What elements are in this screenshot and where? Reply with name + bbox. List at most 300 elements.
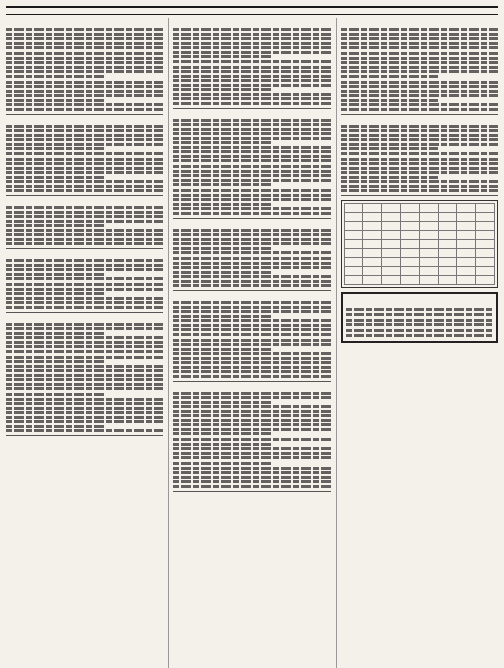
text-line-graphic [341, 61, 498, 64]
article-divider [173, 108, 330, 109]
text-line-graphic [173, 46, 330, 49]
text-line-graphic [6, 233, 163, 236]
article-paragraph [173, 28, 330, 63]
table-cell [344, 249, 363, 258]
article-paragraph [173, 119, 330, 163]
text-line-graphic [173, 88, 271, 91]
table-cell [382, 240, 401, 249]
table-cell [476, 267, 495, 276]
text-line-graphic [6, 28, 163, 31]
article-columns [6, 18, 498, 668]
article-paragraph [6, 356, 163, 391]
text-line-graphic [341, 52, 498, 55]
text-line-graphic [6, 425, 104, 428]
text-line-graphic [173, 28, 330, 31]
text-line-graphic [173, 452, 330, 455]
text-line-graphic [341, 171, 498, 174]
text-line-graphic [6, 189, 163, 192]
table-cell [363, 240, 382, 249]
table-row [344, 276, 494, 285]
text-line-graphic [173, 60, 330, 63]
article-paragraph [173, 438, 330, 459]
text-line-graphic [341, 85, 498, 88]
text-line-graphic [341, 70, 498, 73]
text-line-graphic [173, 207, 330, 210]
text-line-graphic [173, 97, 330, 100]
text-line-graphic [6, 259, 163, 262]
market-price-table [341, 200, 498, 288]
table-cell [476, 222, 495, 231]
text-line-graphic [173, 150, 330, 153]
text-line-graphic [6, 323, 163, 326]
table-cell [457, 222, 476, 231]
text-line-graphic [6, 292, 104, 295]
table-cell [457, 231, 476, 240]
table-cell [382, 276, 401, 285]
text-line-graphic [173, 132, 330, 135]
text-line-graphic [346, 334, 493, 337]
article-paragraph [6, 259, 163, 280]
text-line-graphic [173, 251, 330, 254]
table-cell [382, 267, 401, 276]
text-line-graphic [6, 297, 163, 300]
table-cell [419, 231, 438, 240]
article-heading [173, 223, 330, 227]
table-cell [476, 258, 495, 267]
text-line-graphic [173, 447, 330, 450]
text-line-graphic [6, 171, 163, 174]
article-paragraph [173, 462, 330, 488]
text-line-graphic [173, 333, 330, 336]
table-cell [344, 204, 363, 213]
text-line-graphic [173, 375, 330, 378]
article-divider [6, 248, 163, 249]
article-heading [6, 317, 163, 321]
text-line-graphic [6, 345, 163, 348]
table-cell [401, 276, 420, 285]
table-cell [419, 240, 438, 249]
text-line-graphic [6, 306, 163, 309]
text-line-graphic [341, 125, 498, 128]
text-line-graphic [173, 155, 330, 158]
table-cell [401, 240, 420, 249]
text-line-graphic [6, 85, 163, 88]
text-line-graphic [173, 203, 271, 206]
text-line-graphic [173, 198, 330, 201]
article-paragraph [6, 283, 163, 309]
text-line-graphic [173, 33, 330, 36]
text-line-graphic [6, 220, 163, 223]
text-line-graphic [6, 61, 163, 64]
text-line-graphic [173, 70, 330, 73]
table-cell [438, 204, 457, 213]
text-line-graphic [6, 206, 163, 209]
text-line-graphic [173, 428, 330, 431]
text-line-graphic [6, 134, 163, 137]
text-line-graphic [173, 233, 330, 236]
table-cell [457, 240, 476, 249]
table-cell [401, 231, 420, 240]
text-line-graphic [6, 238, 163, 241]
text-line-graphic [341, 158, 498, 161]
table-row [344, 240, 494, 249]
text-line-graphic [173, 414, 330, 417]
text-line-graphic [6, 273, 104, 276]
text-line-graphic [341, 180, 498, 183]
table-cell [419, 258, 438, 267]
text-line-graphic [6, 125, 163, 128]
text-line-graphic [6, 398, 163, 401]
article-divider [341, 114, 498, 115]
table-cell [344, 258, 363, 267]
table-cell [382, 213, 401, 222]
text-line-graphic [173, 432, 271, 435]
text-line-graphic [6, 224, 104, 227]
text-line-graphic [341, 42, 498, 45]
article-paragraph [173, 189, 330, 215]
text-line-graphic [173, 396, 330, 399]
text-line-graphic [6, 37, 163, 40]
article-paragraph [341, 52, 498, 78]
text-line-graphic [6, 103, 163, 106]
text-line-graphic [173, 339, 330, 342]
text-line-graphic [6, 70, 163, 73]
text-line-graphic [173, 141, 271, 144]
text-line-graphic [341, 138, 498, 141]
text-line-graphic [173, 137, 330, 140]
text-line-graphic [6, 180, 163, 183]
text-line-graphic [173, 189, 330, 192]
text-line-graphic [341, 81, 498, 84]
text-line-graphic [6, 268, 163, 271]
text-line-graphic [341, 103, 498, 106]
text-line-graphic [341, 57, 498, 60]
article-divider [173, 218, 330, 219]
table-cell [419, 222, 438, 231]
text-line-graphic [6, 138, 163, 141]
text-line-graphic [6, 66, 163, 69]
table-cell [438, 249, 457, 258]
text-line-graphic [173, 438, 330, 441]
text-line-graphic [173, 75, 330, 78]
article-paragraph [173, 339, 330, 378]
table-cell [457, 267, 476, 276]
text-line-graphic [6, 407, 163, 410]
text-line-graphic [173, 183, 271, 186]
text-line-graphic [173, 170, 330, 173]
table-cell [382, 222, 401, 231]
text-line-graphic [173, 247, 271, 250]
text-line-graphic [6, 264, 163, 267]
text-line-graphic [173, 165, 330, 168]
article-paragraph [6, 206, 163, 245]
table-cell [457, 204, 476, 213]
article-paragraph [173, 257, 330, 287]
advertisement-heading [346, 297, 493, 305]
text-line-graphic [346, 323, 493, 326]
text-line-graphic [6, 42, 163, 45]
text-line-graphic [173, 266, 330, 269]
table-cell [476, 231, 495, 240]
text-line-graphic [173, 119, 330, 122]
article-paragraph [6, 393, 163, 432]
text-line-graphic [6, 46, 163, 49]
table-cell [457, 249, 476, 258]
text-line-graphic [173, 343, 330, 346]
text-line-graphic [341, 143, 498, 146]
table-cell [476, 249, 495, 258]
text-line-graphic [6, 90, 163, 93]
text-line-graphic [6, 341, 163, 344]
text-line-graphic [6, 185, 163, 188]
article-paragraph [6, 81, 163, 111]
table-row [344, 204, 494, 213]
table-row [344, 267, 494, 276]
text-line-graphic [6, 147, 104, 150]
text-line-graphic [173, 238, 330, 241]
table-cell [363, 258, 382, 267]
article-heading [173, 295, 330, 299]
text-line-graphic [173, 275, 330, 278]
text-line-graphic [341, 152, 498, 155]
article-paragraph [173, 66, 330, 105]
text-line-graphic [341, 162, 498, 165]
text-line-graphic [6, 215, 163, 218]
text-line-graphic [6, 99, 104, 102]
table-cell [401, 213, 420, 222]
text-line-graphic [173, 66, 330, 69]
text-line-graphic [341, 46, 498, 49]
article-heading [173, 386, 330, 390]
text-line-graphic [173, 212, 330, 215]
article-paragraph [6, 158, 163, 193]
table-cell [344, 276, 363, 285]
table-cell [382, 249, 401, 258]
article-divider [6, 312, 163, 313]
table-cell [363, 213, 382, 222]
table-cell [401, 267, 420, 276]
text-line-graphic [6, 327, 163, 330]
text-line-graphic [173, 42, 330, 45]
table-cell [363, 231, 382, 240]
text-line-graphic [173, 271, 271, 274]
text-line-graphic [6, 81, 163, 84]
text-line-graphic [341, 129, 498, 132]
text-line-graphic [6, 301, 163, 304]
text-line-graphic [6, 229, 163, 232]
text-line-graphic [173, 405, 330, 408]
text-line-graphic [6, 411, 163, 414]
text-line-graphic [173, 123, 330, 126]
table-cell [438, 222, 457, 231]
text-line-graphic [173, 324, 330, 327]
article-heading [341, 22, 498, 26]
text-line-graphic [6, 143, 163, 146]
article-divider [173, 290, 330, 291]
text-line-graphic [6, 52, 163, 55]
text-line-graphic [173, 301, 330, 304]
text-line-graphic [173, 194, 330, 197]
table-cell [438, 213, 457, 222]
text-line-graphic [346, 319, 493, 322]
text-line-graphic [341, 185, 498, 188]
text-line-graphic [173, 366, 330, 369]
text-line-graphic [173, 146, 330, 149]
text-line-graphic [6, 176, 104, 179]
table-cell [438, 240, 457, 249]
article-heading [6, 253, 163, 257]
text-line-graphic [341, 99, 439, 102]
text-line-graphic [173, 159, 330, 162]
table-cell [382, 231, 401, 240]
table-cell [363, 276, 382, 285]
text-line-graphic [6, 75, 104, 78]
table-cell [363, 267, 382, 276]
article-heading [173, 22, 330, 26]
table-row [344, 231, 494, 240]
article-heading [6, 22, 163, 26]
text-line-graphic [173, 128, 330, 131]
text-line-graphic [341, 28, 498, 31]
article-divider [173, 381, 330, 382]
advertisement-box [341, 292, 498, 343]
text-line-graphic [173, 179, 330, 182]
table-cell [401, 222, 420, 231]
article-paragraph [6, 52, 163, 78]
text-line-graphic [173, 262, 330, 265]
table-cell [457, 276, 476, 285]
text-line-graphic [173, 357, 330, 360]
text-line-graphic [173, 315, 271, 318]
text-line-graphic [341, 176, 439, 179]
text-line-graphic [6, 393, 104, 396]
text-line-graphic [6, 332, 104, 335]
text-line-graphic [173, 348, 271, 351]
article-paragraph [341, 28, 498, 49]
text-line-graphic [341, 147, 439, 150]
table-cell [344, 231, 363, 240]
text-line-graphic [6, 108, 163, 111]
article-heading [173, 113, 330, 117]
table-cell [344, 240, 363, 249]
text-line-graphic [173, 476, 330, 479]
table-row [344, 213, 494, 222]
text-line-graphic [173, 229, 330, 232]
table-cell [382, 258, 401, 267]
masthead-rule [6, 6, 498, 15]
text-line-graphic [6, 167, 163, 170]
text-line-graphic [6, 152, 163, 155]
text-line-graphic [6, 383, 163, 386]
text-line-graphic [173, 485, 330, 488]
text-line-graphic [341, 94, 498, 97]
table-cell [419, 249, 438, 258]
table-row [344, 258, 494, 267]
text-line-graphic [173, 419, 330, 422]
article-paragraph [341, 158, 498, 193]
text-line-graphic [173, 102, 330, 105]
text-line-graphic [173, 370, 330, 373]
text-line-graphic [6, 429, 163, 432]
table-cell [363, 249, 382, 258]
column-middle [168, 18, 330, 668]
text-line-graphic [341, 90, 498, 93]
text-line-graphic [173, 257, 330, 260]
text-line-graphic [6, 416, 163, 419]
table-cell [476, 213, 495, 222]
text-line-graphic [173, 392, 330, 395]
article-divider [6, 435, 163, 436]
text-line-graphic [6, 420, 163, 423]
text-line-graphic [173, 51, 330, 54]
table-cell [419, 276, 438, 285]
text-line-graphic [341, 189, 498, 192]
text-line-graphic [173, 37, 330, 40]
text-line-graphic [173, 79, 330, 82]
text-line-graphic [6, 162, 163, 165]
text-line-graphic [6, 387, 163, 390]
table-cell [438, 267, 457, 276]
text-line-graphic [6, 242, 163, 245]
text-line-graphic [6, 360, 104, 363]
article-paragraph [6, 28, 163, 49]
table-cell [401, 258, 420, 267]
text-line-graphic [173, 456, 330, 459]
article-paragraph [173, 229, 330, 255]
text-line-graphic [6, 129, 163, 132]
text-line-graphic [6, 374, 163, 377]
article-paragraph [173, 392, 330, 436]
table-cell [457, 258, 476, 267]
text-line-graphic [341, 33, 498, 36]
text-line-graphic [341, 108, 498, 111]
table-cell [476, 240, 495, 249]
table-cell [344, 213, 363, 222]
text-line-graphic [173, 410, 330, 413]
table-cell [419, 213, 438, 222]
column-left [6, 18, 163, 668]
article-divider [6, 114, 163, 115]
text-line-graphic [341, 37, 498, 40]
text-line-graphic [346, 329, 493, 332]
table-cell [363, 204, 382, 213]
table-cell [401, 204, 420, 213]
text-line-graphic [173, 242, 330, 245]
text-line-graphic [173, 310, 330, 313]
text-line-graphic [173, 306, 330, 309]
column-right [336, 18, 498, 668]
table-cell [363, 222, 382, 231]
text-line-graphic [173, 467, 330, 470]
table-cell [401, 249, 420, 258]
table-cell [419, 267, 438, 276]
text-line-graphic [6, 277, 163, 280]
text-line-graphic [173, 55, 271, 58]
text-line-graphic [341, 134, 498, 137]
text-line-graphic [6, 288, 163, 291]
article-paragraph [341, 81, 498, 111]
text-line-graphic [173, 280, 330, 283]
table-cell [457, 213, 476, 222]
text-line-graphic [341, 75, 439, 78]
text-line-graphic [341, 167, 498, 170]
text-line-graphic [346, 308, 493, 311]
text-line-graphic [6, 57, 163, 60]
text-line-graphic [6, 211, 163, 214]
article-divider [6, 195, 163, 196]
text-line-graphic [6, 378, 163, 381]
article-divider [173, 491, 330, 492]
